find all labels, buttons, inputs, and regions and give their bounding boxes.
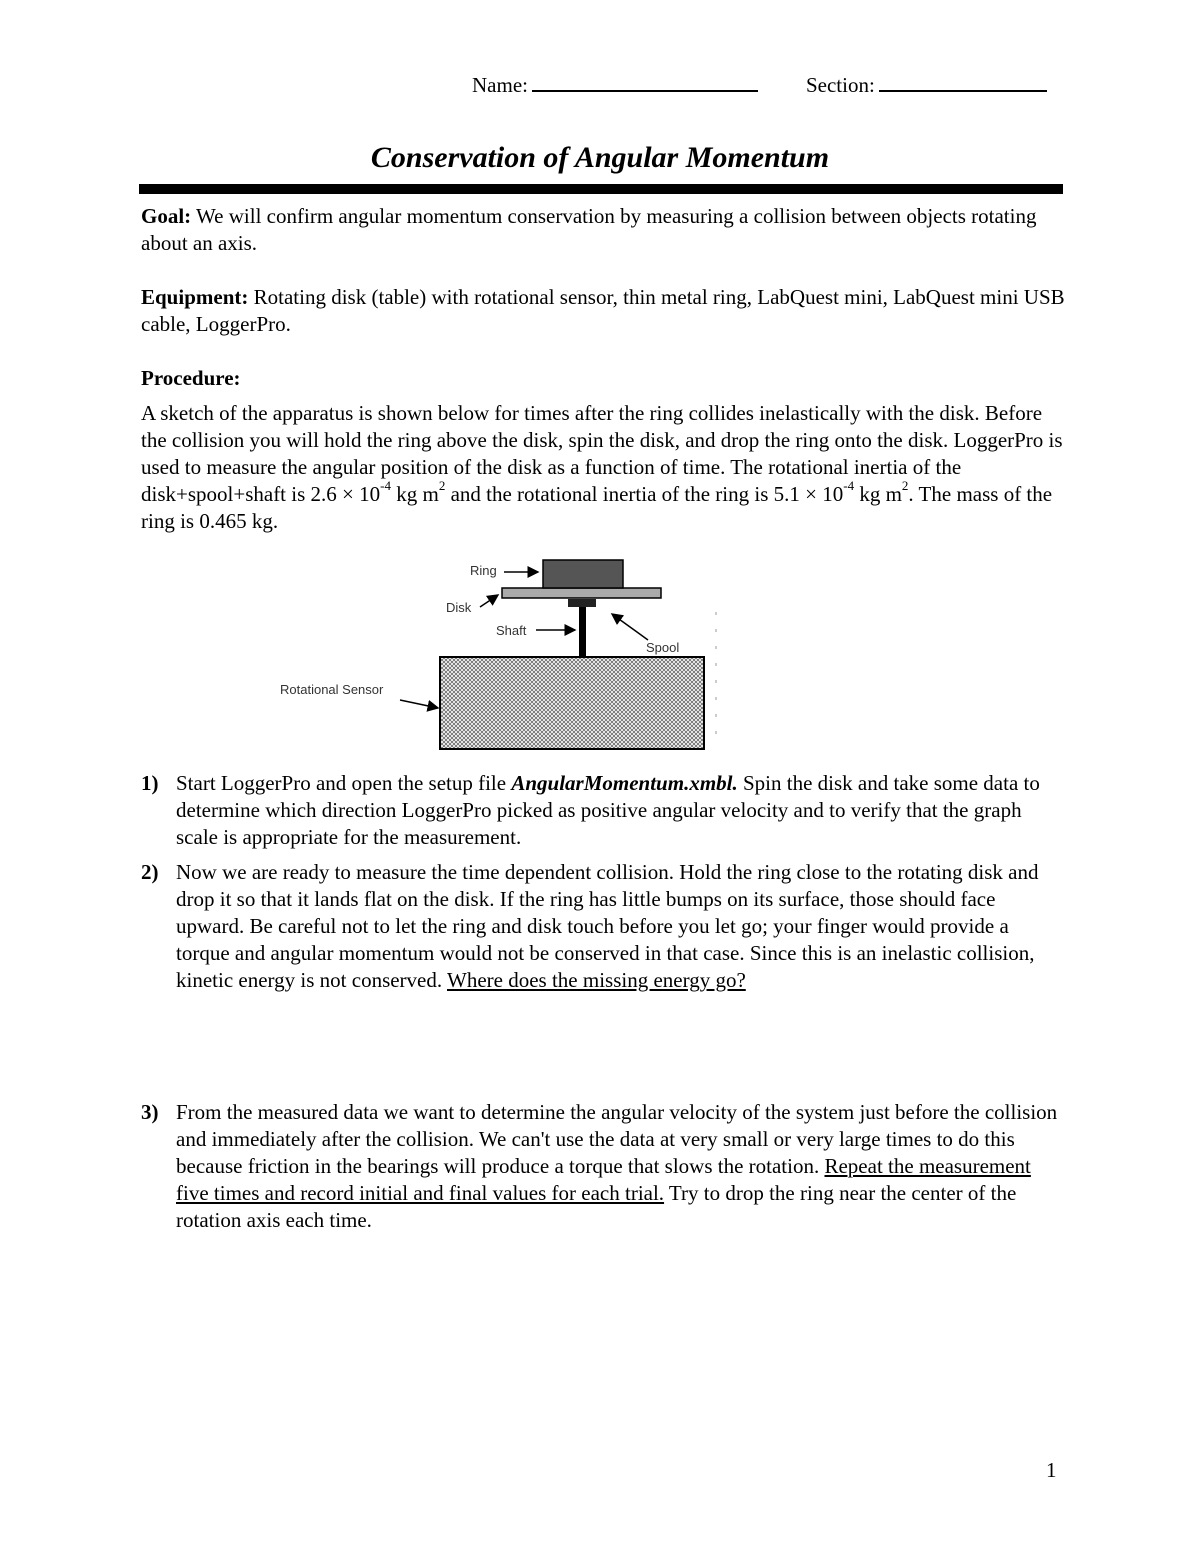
equipment-text: Rotating disk (table) with rotational sensor, thin metal ring, LabQuest mini, LabQuest mini USB cable, LoggerPro. [141, 285, 1065, 336]
ring-label: Ring [470, 563, 497, 578]
squared-2: 2 [901, 478, 909, 493]
equipment-paragraph [141, 284, 1066, 338]
disk-label: Disk [446, 600, 472, 615]
step-1-text-a: Start LoggerPro and open the setup file [176, 771, 512, 795]
spool-arrow [612, 614, 648, 640]
shaft [579, 607, 586, 657]
goal-label: Goal: [141, 204, 192, 228]
rotational-sensor-box [440, 657, 704, 749]
equipment-label: Equipment: [141, 285, 249, 309]
step-3-text-a: From the measured data we want to determine the angular velocity of the system just before the collision and immediately after the collision. We can't use the data at very small or very large times to do this because friction in the bearings will produce a torque that slows the rotation. [176, 1100, 1058, 1178]
intro-part-3: and the rotational inertia of the ring is 5.1 × 10 [445, 482, 844, 506]
step-2-number: 2) [141, 860, 159, 884]
intro-part-5: . The mass of the ring is 0.465 kg. [141, 482, 1053, 533]
exponent-2: -4 [843, 478, 855, 493]
disk-arrow [480, 595, 498, 607]
name-label: Name: [472, 73, 528, 97]
goal-text: We will confirm angular momentum conservation by measuring a collision between objects rotating about an axis. [141, 204, 1037, 255]
step-2-question: Where does the missing energy go? [447, 968, 746, 992]
step-1-text [176, 770, 1066, 851]
title-rule [139, 184, 1063, 194]
section-blank[interactable] [879, 70, 1047, 92]
exponent-1: -4 [380, 478, 391, 493]
sensor-label: Rotational Sensor [280, 682, 384, 697]
step-2-text-a: Now we are ready to measure the time dependent collision. Hold the ring close to the rotating disk and drop it so that it lands flat on the disk. If the ring has little bumps on its surface, those should face upward. Be careful not to let the ring and disk touch before you let go; your finger would provide a torque and angular momentum would not be conserved in that case. Since this is an inelastic collision, kinetic energy is not conserved. [176, 860, 1039, 992]
intro-part-4: kg m [854, 482, 902, 506]
step-3-text [176, 1099, 1066, 1234]
step-1-text-b: Spin the disk and take some data to determine which direction LoggerPro picked as positive angular velocity and to verify that the graph scale is appropriate for the measurement. [176, 771, 1040, 849]
section-label: Section: [805, 73, 875, 97]
step-3-number: 3) [141, 1100, 159, 1124]
setup-file-name: AngularMomentum.xmbl. [511, 771, 738, 795]
squared-1: 2 [438, 478, 446, 493]
spool-label: Spool [646, 640, 680, 655]
name-blank[interactable] [532, 70, 758, 92]
goal-paragraph [141, 203, 1066, 257]
intro-part-2: kg m [390, 482, 439, 506]
spool [568, 599, 596, 607]
procedure-heading: Procedure: [141, 366, 241, 390]
page-number: 1 [1046, 1458, 1057, 1482]
intro-part-1: A sketch of the apparatus is shown below for times after the ring collides inelastically with the disk. Before the collision you will hold the ring above the disk, spin the disk, and drop the ring onto the disk. LoggerPro is used to measure the angular position of the disk as a function of time. The rotational inertia of the disk+spool+shaft is 2.6 × 10 [141, 401, 1063, 506]
apparatus-diagram [270, 552, 730, 757]
page-title: Conservation of Angular Momentum [370, 141, 830, 174]
procedure-intro [141, 400, 1066, 535]
ring [543, 560, 623, 588]
shaft-label: Shaft [496, 623, 527, 638]
step-1 [141, 770, 1066, 851]
step-3-instruction: Repeat the measurement five times and record initial and final values for each trial. [176, 1154, 1031, 1205]
step-3 [141, 1099, 1066, 1234]
step-2-text [176, 859, 1066, 994]
step-2 [141, 859, 1066, 994]
step-3-text-b: Try to drop the ring near the center of the rotation axis each time. [176, 1181, 1017, 1232]
sensor-arrow [400, 700, 438, 708]
header-fields [472, 70, 1047, 98]
step-1-number: 1) [141, 771, 159, 795]
disk [502, 588, 661, 598]
